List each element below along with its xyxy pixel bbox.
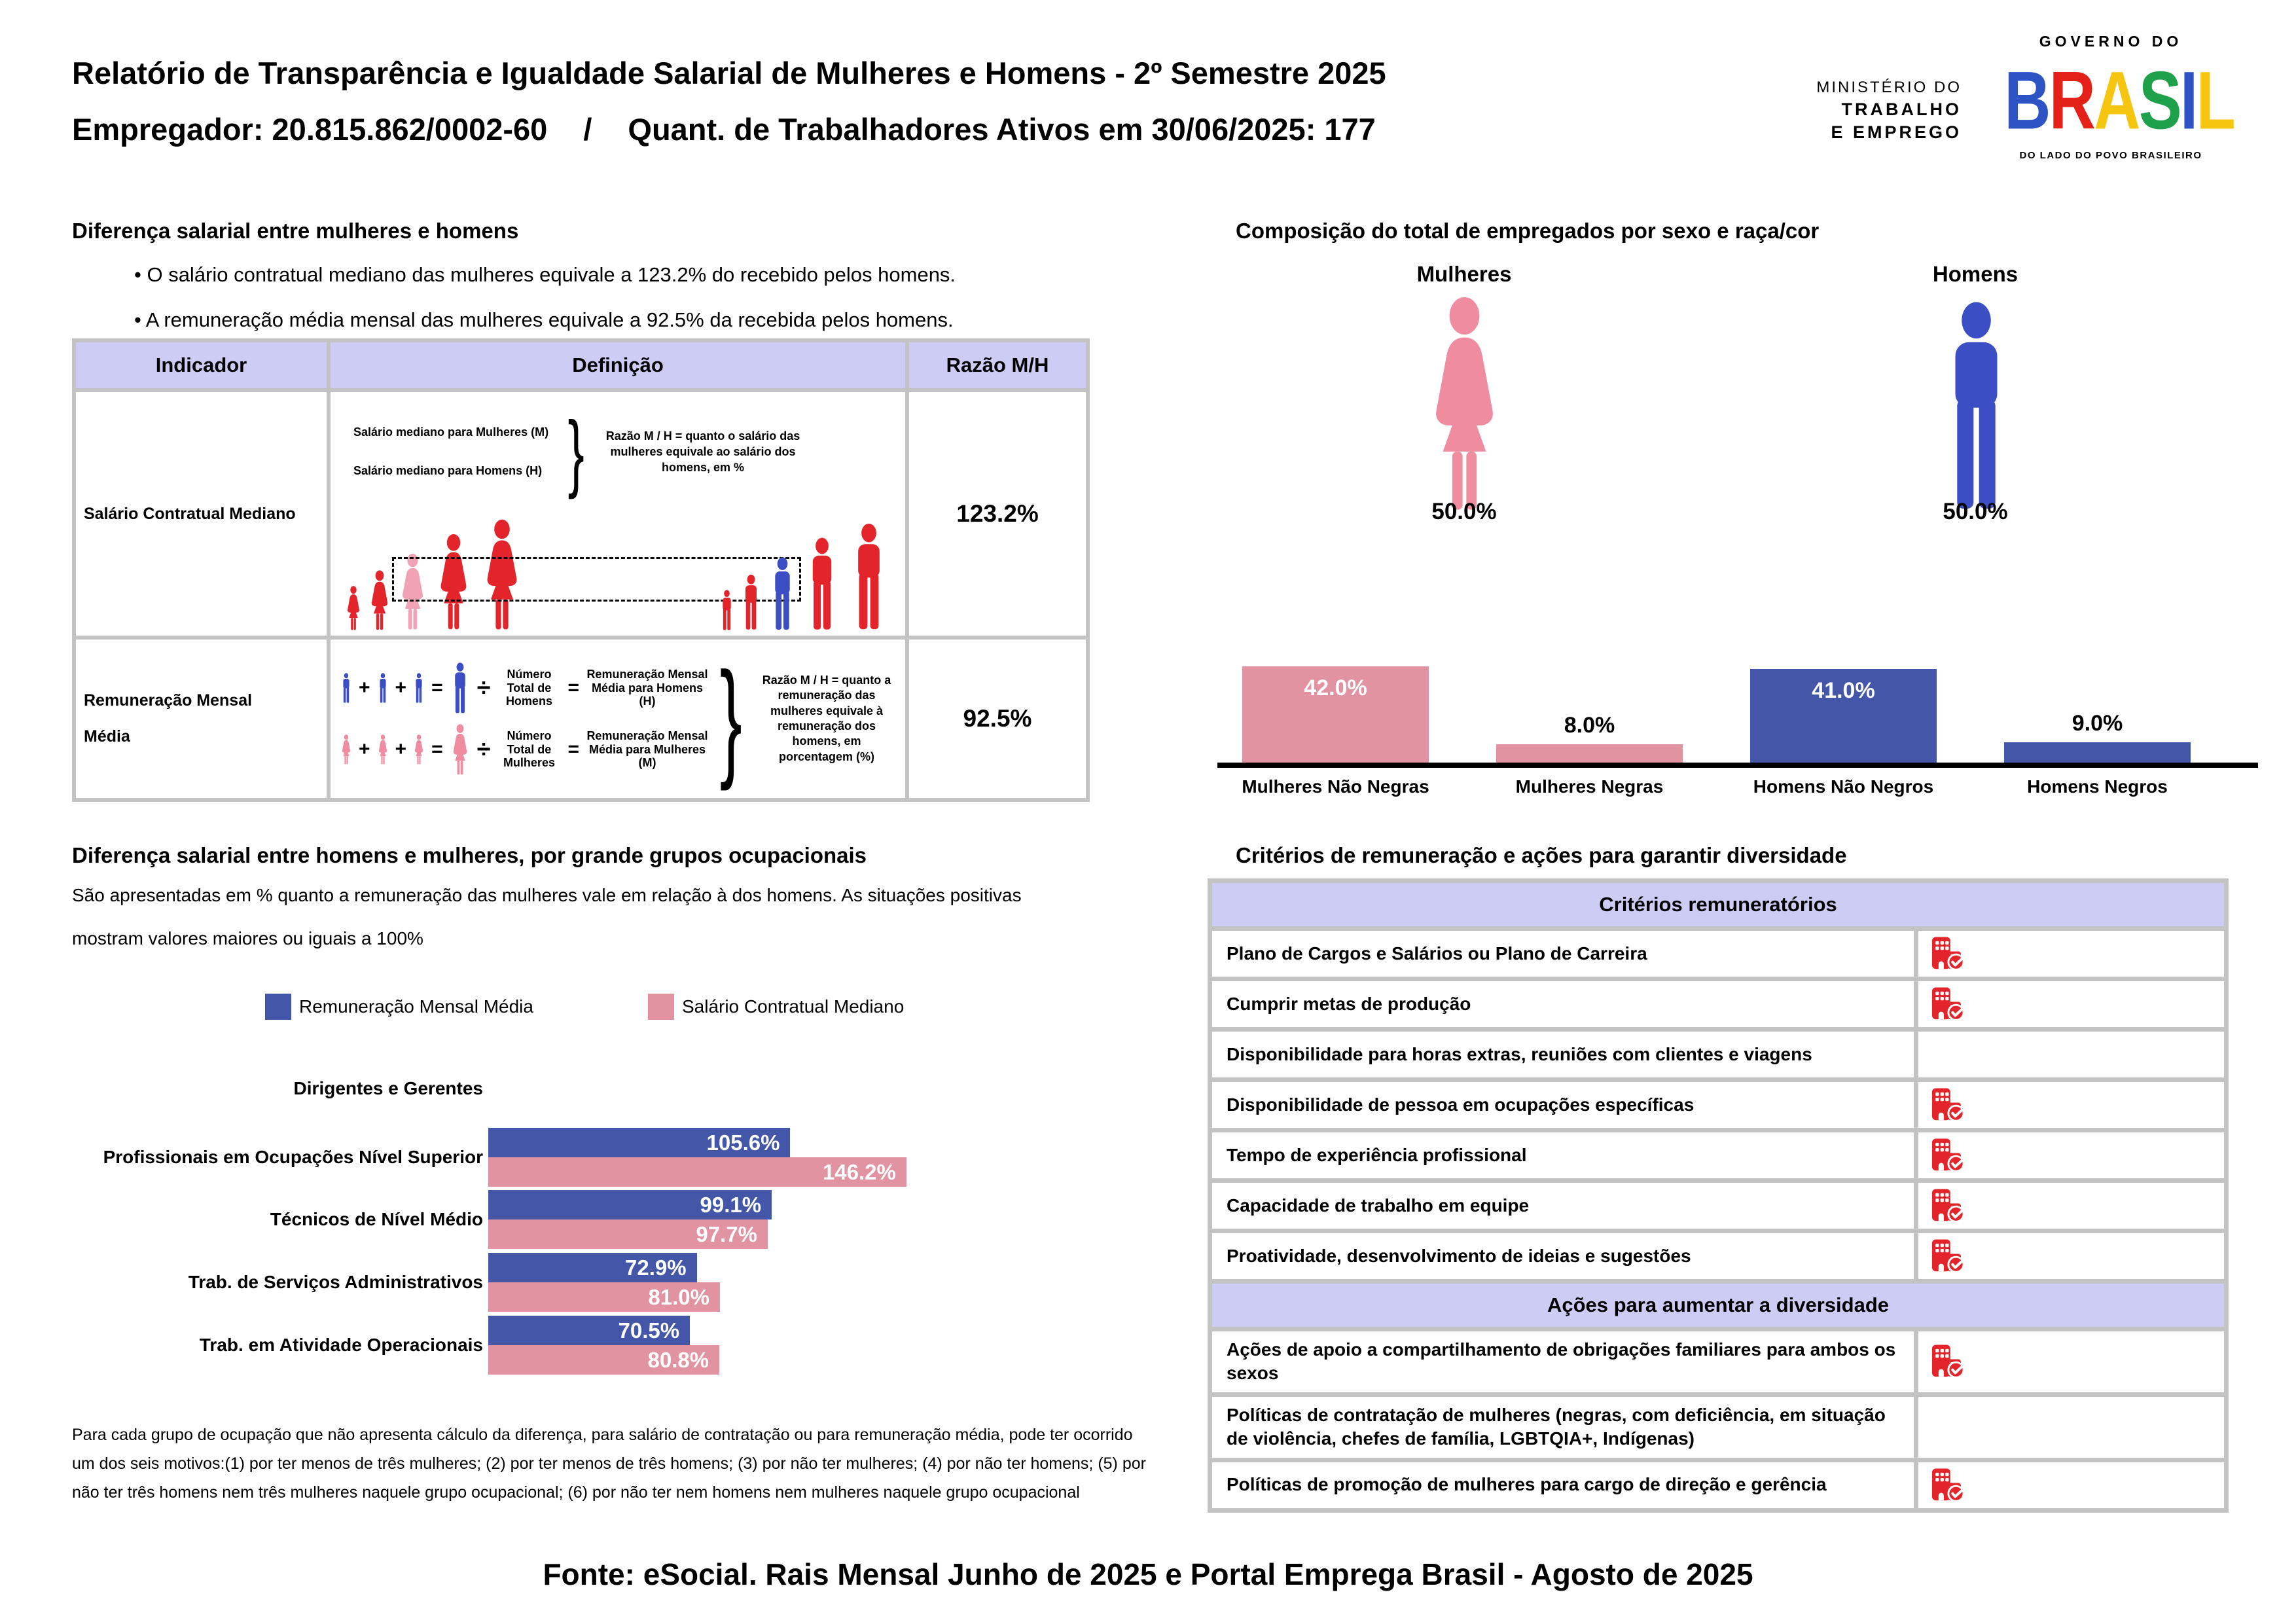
occupation-subtitle [72, 885, 1022, 949]
man-icon [376, 673, 389, 703]
criteria-row-status [1918, 1132, 2224, 1178]
occupation-legend [72, 994, 904, 1020]
bar-Salário Contratual Mediano-Trab. de Serviços Administrativos [488, 1282, 720, 1312]
plus-sign: + [359, 738, 370, 760]
men-share-value: 50.0% [1943, 499, 2008, 524]
definition-median-salary [331, 392, 905, 636]
bar-Mulheres Negras [1496, 744, 1683, 763]
report-subtitle [72, 111, 1376, 147]
legend-item-median [648, 994, 904, 1020]
subtitle-separator: / [583, 112, 592, 147]
occupation-footnote: Para cada grupo de ocupação que não apresenta cálculo da diferença, para salário de contratação ou para remuneração média, pode ter ocorrido um dos seis motivos:(1) por ter menos de três mulheres; (2) por ter menos de três homens; (3) por não ter mulheres; (4) por não ter homens; (5) por não ter três homens nem três mulheres naquele grupo ocupacional; (6) por não ter nem homens nem mulheres naquele grupo ocupacional [72, 1426, 1146, 1502]
brasil-letter: L [2196, 54, 2234, 147]
bar-category-label: Mulheres Negras [1515, 776, 1664, 797]
criteria-row-status [1918, 1397, 2224, 1458]
active-workers-count: Quant. de Trabalhadores Ativos em 30/06/2025: 177 [628, 112, 1376, 147]
criteria-row-label: Ações de apoio a compartilhamento de obrigações familiares para ambos os sexos [1212, 1331, 1914, 1392]
women-divisor-label: Número Total de Mulheres [503, 729, 555, 770]
criteria-row-label: Cumprir metas de produção [1212, 981, 1914, 1027]
criteria-row-label: Plano de Cargos e Salários ou Plano de Carreira [1212, 931, 1914, 977]
occupation-subtitle-line1: São apresentadas em % quanto a remuneração das mulheres vale em relação à dos homens. As situações positivas [72, 885, 1022, 905]
indicator-table [72, 338, 1090, 802]
man-pictogram-icon [1931, 301, 2022, 511]
legend-swatch-pink [648, 994, 674, 1020]
building-check-icon [1928, 1086, 1965, 1124]
occupation-group-label: Trab. em Atividade Operacionais [199, 1335, 483, 1355]
report-title: Relatório de Transparência e Igualdade Salarial de Mulheres e Homens - 2º Semestre 2025 [72, 56, 1386, 90]
gov-logo-tagline: DO LADO DO POVO BRASILEIRO [2019, 150, 2202, 161]
criteria-row-status [1918, 931, 2224, 977]
bar-category-label: Mulheres Não Negras [1242, 776, 1429, 797]
man-icon [846, 523, 892, 630]
bar-value-label: 97.7% [696, 1221, 757, 1246]
brasil-letter: I [2179, 54, 2197, 147]
bar-value-label: 80.8% [647, 1347, 709, 1372]
ministry-logo-line2: TRABALHO [1841, 99, 1962, 119]
brasil-letter: S [2138, 54, 2180, 147]
brace-glyph: } [567, 404, 584, 499]
salary-gap-bullet-mean: • A remuneração média mensal das mulheres equivale a 92.5% da recebida pelos homens. [134, 308, 954, 331]
criteria-row-label: Políticas de promoção de mulheres para cargo de direção e gerência [1212, 1462, 1914, 1508]
bar-Remuneração Mensal Média-Trab. de Serviços Administrativos [488, 1253, 697, 1282]
equals-sign: = [431, 677, 443, 698]
man-icon [802, 537, 842, 630]
mean-ratio-explanation: Razão M / H = quanto a remuneração das mulheres equivale à remuneração dos homens, em porcentagem (%) [762, 673, 891, 763]
salary-gap-bullet-median: • O salário contratual mediano das mulheres equivale a 123.2% do recebido pelos homens. [134, 263, 956, 286]
indicator-median-salary: Salário Contratual Mediano [76, 392, 327, 636]
brace-glyph: } [719, 645, 742, 791]
man-icon [766, 557, 798, 630]
bar-value-label: 99.1% [700, 1192, 762, 1217]
bar-Salário Contratual Mediano-Profissionais em Ocupações Nível Superior [488, 1157, 906, 1187]
building-check-icon [1928, 935, 1965, 973]
building-check-icon [1928, 1343, 1965, 1380]
brasil-letter: A [2094, 54, 2139, 147]
plus-sign: + [395, 738, 407, 760]
woman-icon [367, 570, 393, 630]
brasil-wordmark [2004, 54, 2234, 147]
criteria-row-status [1918, 1233, 2224, 1279]
criteria-section-header: Ações para aumentar a diversidade [1212, 1284, 2224, 1327]
building-check-icon [1928, 1237, 1965, 1275]
plus-sign: + [359, 677, 370, 698]
bar-Remuneração Mensal Média-Profissionais em Ocupações Nível Superior [488, 1128, 790, 1157]
employer-id: Empregador: 20.815.862/0002-60 [72, 112, 548, 147]
equals-sign: = [567, 677, 579, 698]
bar-value-label: 9.0% [2072, 710, 2123, 736]
median-people-diagram [331, 505, 905, 636]
legend-label-mean: Remuneração Mensal Média [299, 996, 533, 1017]
criteria-section-header: Critérios remuneratórios [1212, 883, 2224, 926]
bar-value-label: 8.0% [1564, 713, 1615, 738]
col-header-indicator: Indicador [76, 342, 327, 388]
man-icon [739, 574, 763, 630]
equals-sign: = [431, 738, 443, 760]
bar-value-label: 72.9% [624, 1255, 687, 1280]
woman-icon [376, 734, 389, 765]
median-label-women: Salário mediano para Mulheres (M) [353, 425, 549, 439]
criteria-row-label: Proatividade, desenvolvimento de ideias e sugestões [1212, 1233, 1914, 1279]
median-label-men: Salário mediano para Homens (H) [353, 464, 543, 477]
composition-bar-chart [1217, 661, 2258, 812]
men-figures-group [718, 523, 892, 630]
criteria-row-status [1918, 1183, 2224, 1229]
bar-value-label: 81.0% [648, 1284, 709, 1309]
criteria-table [1208, 878, 2229, 1513]
plus-sign: + [395, 677, 407, 698]
men-result-label: Remuneração Mensal Média para Homens (H) [586, 667, 708, 708]
man-icon [412, 673, 425, 703]
criteria-row-status [1918, 1032, 2224, 1077]
col-header-ratio: Razão M/H [909, 342, 1086, 388]
bar-value-label: 146.2% [822, 1159, 896, 1184]
bar-value-label: 70.5% [618, 1318, 680, 1343]
occupation-group-label: Dirigentes e Gerentes [293, 1078, 483, 1098]
divide-sign: ÷ [476, 735, 491, 763]
criteria-row-status [1918, 981, 2224, 1027]
bar-value-label: 41.0% [1812, 677, 1875, 703]
ministry-logo-line1: MINISTÉRIO DO [1816, 79, 1962, 96]
woman-icon-large [449, 724, 471, 775]
equals-sign: = [567, 738, 579, 760]
criteria-row-status [1918, 1462, 2224, 1508]
col-header-definition: Definição [331, 342, 905, 388]
bar-value-label: 42.0% [1304, 676, 1367, 700]
man-icon-large [449, 662, 471, 713]
ratio-median-salary: 123.2% [909, 392, 1086, 636]
ratio-mean-pay: 92.5% [909, 640, 1086, 798]
brasil-letter: B [2004, 54, 2049, 147]
criteria-row-status [1918, 1331, 2224, 1392]
criteria-row-label: Políticas de contratação de mulheres (negras, com deficiência, em situação de violência, chefes de família, LGBTQIA+, Indígenas) [1212, 1397, 1914, 1458]
bar-category-label: Homens Não Negros [1753, 776, 1934, 797]
occupation-bar-chart [72, 1059, 1119, 1383]
brasil-letter: R [2049, 54, 2094, 147]
legend-item-mean [265, 994, 533, 1020]
occupation-subtitle-line2: mostram valores maiores ou iguais a 100% [72, 928, 423, 948]
occupation-group-label: Técnicos de Nível Médio [270, 1209, 483, 1229]
occupation-group-label: Profissionais em Ocupações Nível Superior [103, 1147, 483, 1167]
ministry-logo [1775, 77, 1962, 145]
bar-Remuneração Mensal Média-Trab. em Atividade Operacionais [488, 1316, 690, 1345]
criteria-row-label: Disponibilidade para horas extras, reuniões com clientes e viagens [1212, 1032, 1914, 1077]
women-column-label: Mulheres [1416, 262, 1512, 286]
legend-label-median: Salário Contratual Mediano [681, 996, 905, 1017]
building-check-icon [1928, 1136, 1965, 1174]
bar-Homens Negros [2004, 742, 2191, 763]
criteria-row-label: Capacidade de trabalho em equipe [1212, 1183, 1914, 1229]
women-result-label: Remuneração Mensal Média para Mulheres (M) [586, 729, 708, 770]
source-footer: Fonte: eSocial. Rais Mensal Junho de 2025 e Portal Emprega Brasil - Agosto de 2025 [543, 1557, 1753, 1591]
gov-logo-top-text: GOVERNO DO [2039, 33, 2183, 50]
bar-Remuneração Mensal Média-Técnicos de Nível Médio [488, 1190, 772, 1219]
salary-gap-heading: Diferença salarial entre mulheres e homens [72, 219, 519, 243]
divide-sign: ÷ [476, 674, 491, 702]
occupation-group-label: Trab. de Serviços Administrativos [188, 1272, 483, 1292]
chart-baseline [1217, 763, 2258, 768]
occupation-heading: Diferença salarial entre homens e mulheres, por grande grupos ocupacionais [72, 843, 867, 867]
bar-Salário Contratual Mediano-Trab. em Atividade Operacionais [488, 1345, 719, 1375]
woman-icon [344, 586, 363, 630]
women-share-value: 50.0% [1431, 499, 1497, 524]
man-icon [340, 673, 353, 703]
woman-icon [340, 734, 353, 765]
median-ratio-explanation: Razão M / H = quanto o salário das mulheres equivale ao salário dos homens, em % [605, 429, 800, 475]
woman-pictogram-icon [1418, 296, 1511, 512]
criteria-heading: Critérios de remuneração e ações para garantir diversidade [1236, 843, 1847, 867]
legend-swatch-blue [265, 994, 291, 1020]
building-check-icon [1928, 1187, 1965, 1225]
indicator-mean-pay: Remuneração Mensal Média [76, 640, 327, 798]
composition-heading: Composição do total de empregados por sexo e raça/cor [1236, 219, 1820, 243]
men-divisor-label: Número Total de Homens [505, 667, 552, 708]
bar-value-label: 105.6% [706, 1130, 780, 1155]
criteria-row-status [1918, 1082, 2224, 1128]
bar-Salário Contratual Mediano-Técnicos de Nível Médio [488, 1219, 768, 1249]
bar-category-label: Homens Negros [2027, 776, 2168, 797]
men-column-label: Homens [1932, 262, 2018, 286]
woman-icon [412, 734, 425, 765]
criteria-row-label: Tempo de experiência profissional [1212, 1132, 1914, 1178]
governo-do-brasil-logo [1990, 33, 2232, 161]
building-check-icon [1928, 985, 1965, 1023]
definition-mean-pay [331, 640, 905, 798]
criteria-row-label: Disponibilidade de pessoa em ocupações específicas [1212, 1082, 1914, 1128]
man-icon [718, 590, 736, 630]
ministry-logo-line3: E EMPREGO [1831, 122, 1962, 143]
building-check-icon [1928, 1466, 1965, 1504]
mean-pay-formula-men [340, 662, 709, 713]
mean-pay-formula-women [340, 724, 709, 775]
